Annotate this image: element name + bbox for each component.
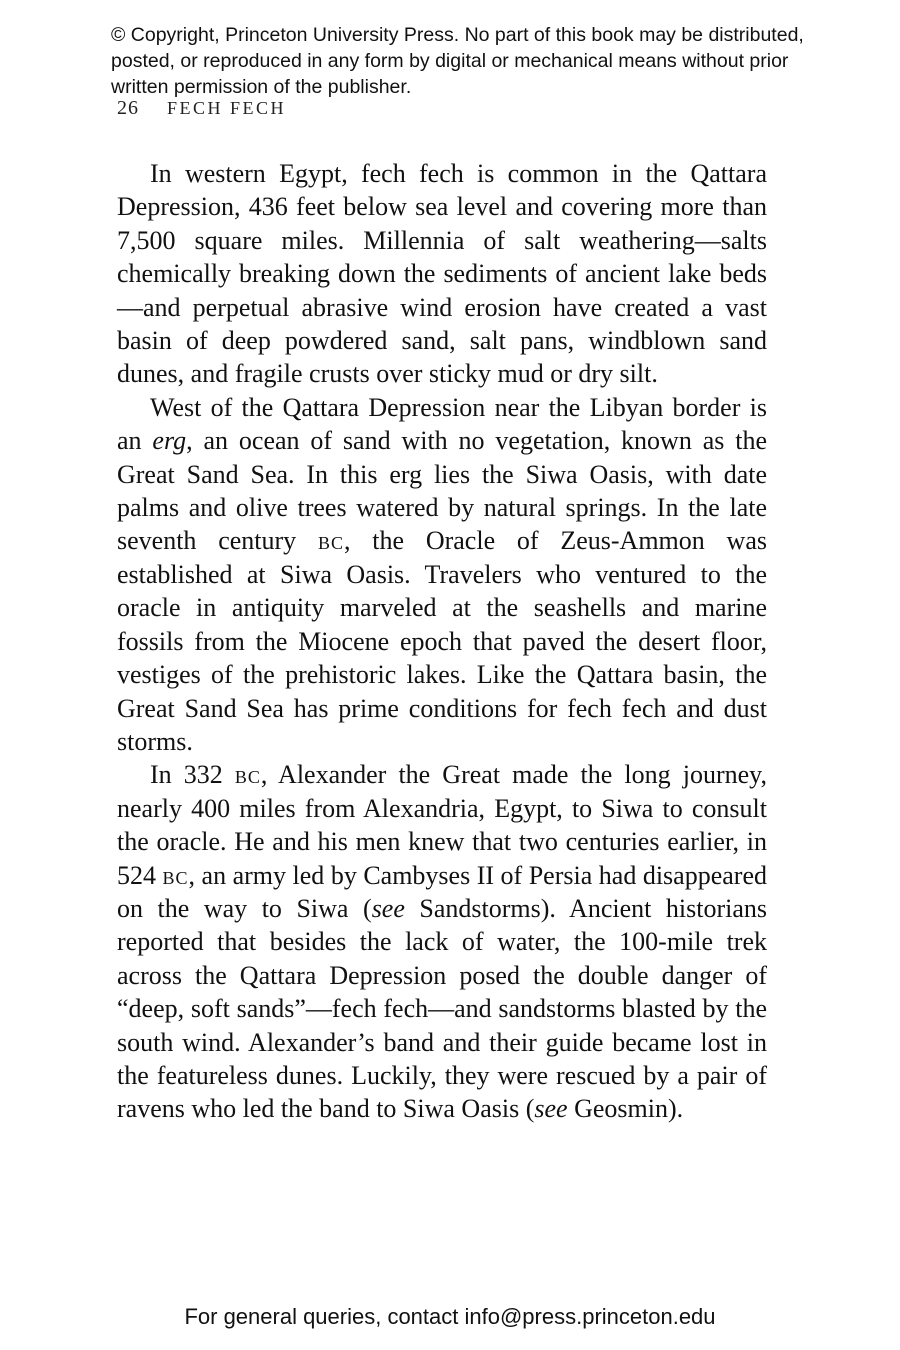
italic-term: erg [152, 426, 187, 456]
italic-see: see [371, 893, 405, 923]
running-head [117, 97, 286, 120]
text-run: , the Oracle of Zeus-Ammon was established at Siwa Oasis. Travelers who ventured to the oracle in antiquity marveled at the seashells and marine fossils from the Miocene epoch that paved the desert floor, vestiges of the prehistoric lakes. Like the Qattara basin, the Great Sand Sea has prime conditions for fech fech and dust storms. [117, 526, 767, 756]
small-caps-era: bc [162, 860, 189, 890]
body-text [117, 157, 767, 1126]
footer-contact: For general queries, contact info@press.princeton.edu [184, 1304, 716, 1329]
small-caps-era: bc [317, 526, 344, 556]
text-run: , an ocean of sand with no vegetation, known as the Great Sand Sea. In this erg lies the Siwa Oasis, with date palms and olive trees watered by natural springs. In the late seventh century [117, 426, 767, 556]
text-run: , Alexander the Great made the long journey, nearly 400 miles from Alexandria, Egypt, to Siwa to consult the oracle. He and his men knew that two centuries earlier, in 524 [117, 760, 767, 890]
paragraph-3 [117, 758, 767, 1125]
text-run: Sandstorms). Ancient historians reported that besides the lack of water, the 100-mile trek across the Qattara Depression posed the double danger of “deep, soft sands”—fech fech—and sandstorms blasted by the south wind. Alexander’s band and their guide became lost in the featureless dunes. Luckily, they were rescued by a pair of ravens who led the band to Siwa Oasis ( [117, 893, 767, 1124]
small-caps-era: bc [234, 760, 261, 790]
paragraph-1: In western Egypt, fech fech is common in the Qattara Depression, 436 feet below sea level and covering more than 7,500 square miles. Millennia of salt weathering—salts chemically breaking down the sediments of ancient lake beds—and perpetual abrasive wind erosion have created a vast basin of deep powdered sand, salt pans, windblown sand dunes, and fragile crusts over sticky mud or dry silt. [117, 159, 767, 389]
text-run: , an army led by Cambyses II of Persia had disappeared on the way to Siwa ( [117, 860, 767, 923]
copyright-notice: © Copyright, Princeton University Press. No part of this book may be distributed, posted, or reproduced in any form by digital or mechanical means without prior written permission of the publisher. [111, 24, 804, 98]
italic-see: see [534, 1094, 568, 1124]
paragraph-2 [117, 391, 767, 758]
text-run: Geosmin). [567, 1094, 684, 1124]
running-title: FECH FECH [167, 98, 287, 118]
page-number: 26 [117, 97, 139, 119]
text-run: In 332 [150, 760, 235, 790]
text-run: West of the Qattara Depression near the Libyan border is an [117, 392, 767, 456]
